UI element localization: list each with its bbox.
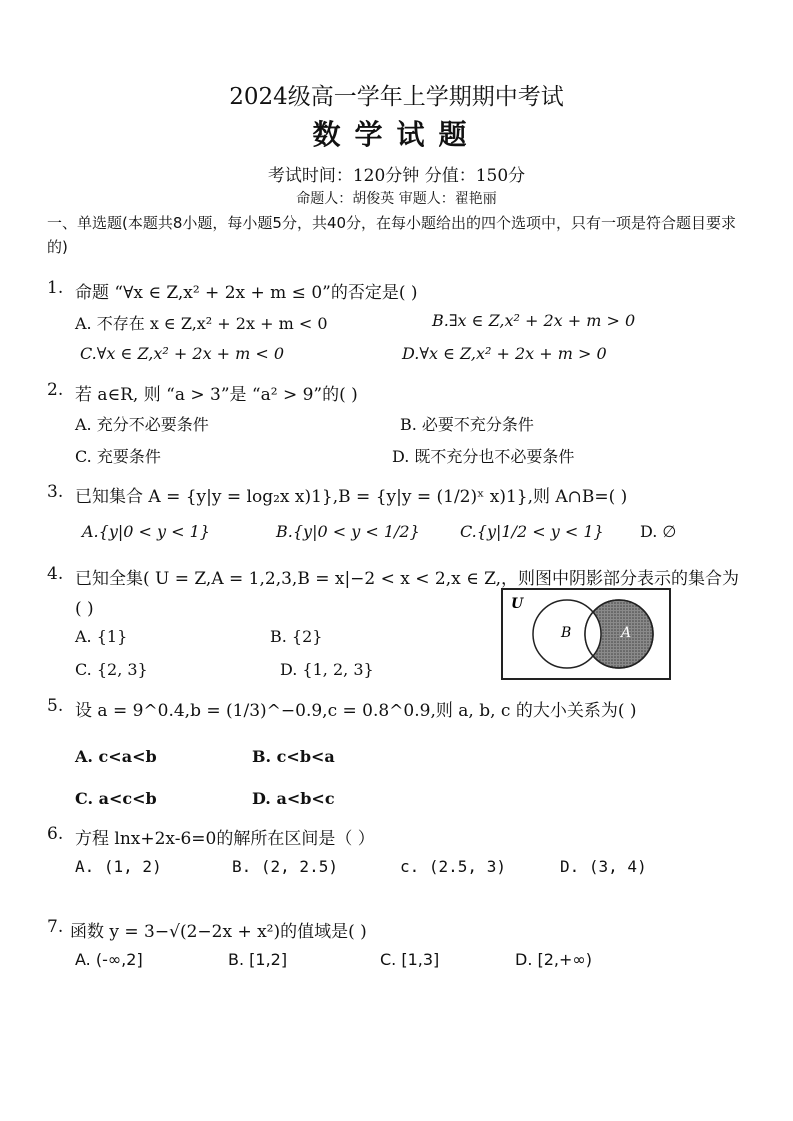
q1-stem: 命题 “∀x ∈ Z,x² + 2x + m ≤ 0”的否定是( ): [75, 283, 418, 303]
q1-option-a: A. 不存在 x ∈ Z,x² + 2x + m < 0: [75, 314, 328, 333]
q2-stem: 若 a∈R, 则 “a > 3”是 “a² > 9”的( ): [75, 385, 358, 405]
q4-option-b: B. {2}: [270, 627, 323, 646]
q5-option-c: C. a<c<b: [75, 789, 157, 808]
q3-option-b: B.{y|0 < y < 1/2}: [276, 522, 420, 541]
q6-option-c: c. (2.5, 3): [400, 857, 506, 876]
q5-option-b: B. c<b<a: [252, 747, 335, 766]
exam-title: 2024级高一学年上学期期中考试: [229, 84, 564, 110]
q4-option-c: C. {2, 3}: [75, 660, 148, 679]
q6-number: 6.: [47, 824, 64, 844]
q7-option-b: B. [1,2]: [228, 950, 288, 969]
exam-info: 考试时间：120分钟 分值：150分: [267, 166, 526, 186]
q4-option-a: A. {1}: [75, 627, 128, 646]
venn-diagram: [501, 588, 671, 680]
q2-option-c: C. 充要条件: [75, 447, 161, 466]
q6-option-d: D. (3, 4): [560, 857, 647, 876]
q2-number: 2.: [47, 380, 64, 400]
q7-number: 7.: [47, 917, 64, 937]
q3-stem: 已知集合 A = {y|y = log₂x x)1},B = {y|y = (1/2)ˣ x)1},则 A∩B=( ): [75, 487, 628, 507]
q6-stem: 方程 lnx+2x-6=0的解所在区间是（ ）: [75, 829, 375, 849]
q3-option-c: C.{y|1/2 < y < 1}: [460, 522, 604, 541]
q5-stem: 设 a = 9^0.4,b = (1/3)^−0.9,c = 0.8^0.9,则 a, b, c 的大小关系为( ): [75, 701, 637, 721]
q6-option-b: B. (2, 2.5): [232, 857, 338, 876]
exam-subject: 数学试题: [312, 118, 481, 151]
q1-option-c: C.∀x ∈ Z,x² + 2x + m < 0: [80, 344, 285, 363]
venn-label-b: B: [561, 625, 572, 641]
q4-number: 4.: [47, 564, 64, 584]
q3-number: 3.: [47, 482, 64, 502]
venn-label-u: U: [511, 596, 524, 612]
section-heading: 一、单选题(本题共8小题，每小题5分，共40分，在每小题给出的四个选项中，只有一项是符合题目要求的): [47, 214, 737, 256]
q4-stem: 已知全集( U = Z,A = 1,2,3,B = x|−2 < x < 2,x ∈ Z,，则图中阴影部分表示的集合为( ): [75, 569, 740, 619]
q2-option-b: B. 必要不充分条件: [400, 415, 534, 434]
q3-option-a: A.{y|0 < y < 1}: [82, 522, 210, 541]
venn-label-a: A: [621, 625, 632, 641]
q2-option-d: D. 既不充分也不必要条件: [392, 447, 575, 466]
q6-option-a: A. (1, 2): [75, 857, 162, 876]
q5-option-a: A. c<a<b: [75, 747, 157, 766]
q7-stem: 函数 y = 3−√(2−2x + x²)的值域是( ): [70, 922, 367, 942]
q5-number: 5.: [47, 696, 64, 716]
q4-option-d: D. {1, 2, 3}: [280, 660, 374, 679]
q2-option-a: A. 充分不必要条件: [75, 415, 209, 434]
q7-option-d: D. [2,+∞): [515, 950, 592, 969]
exam-authors: 命题人：胡俊英 审题人：翟艳丽: [296, 191, 497, 207]
q7-option-c: C. [1,3]: [380, 950, 440, 969]
venn-svg: [503, 590, 669, 678]
q1-number: 1.: [47, 278, 64, 298]
q1-option-b: B.∃x ∈ Z,x² + 2x + m > 0: [432, 311, 636, 330]
q7-option-a: A. (-∞,2]: [75, 950, 143, 969]
q5-option-d: D. a<b<c: [252, 789, 335, 808]
q1-option-d: D.∀x ∈ Z,x² + 2x + m > 0: [402, 344, 607, 363]
q3-option-d: D. ∅: [640, 522, 677, 541]
